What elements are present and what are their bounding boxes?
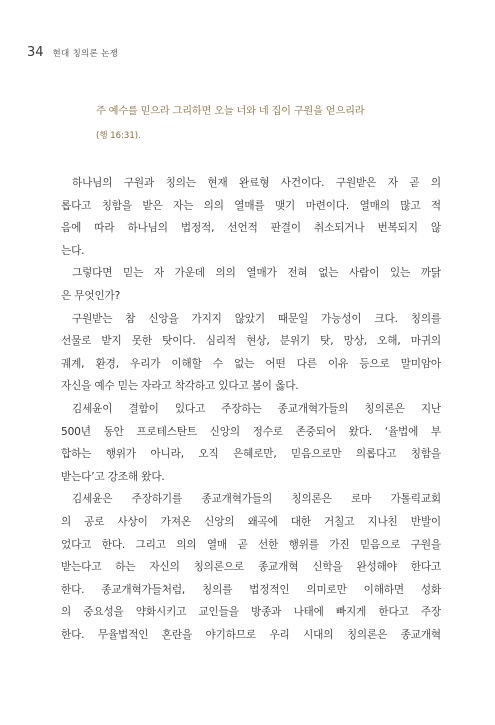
body-line: 궤계, 환경, 우리가 이해할 수 없는 어떤 다른 이유 등으로 말미암아: [61, 357, 441, 370]
body-line: 그렇다면 믿는 자 가운데 의의 열매가 전혀 없는 사람이 있는 까닭: [72, 267, 441, 280]
body-text: [61, 172, 441, 646]
body-line: 500년 동안 프로테스탄트 신앙의 정수로 존중되어 왔다. ‘율법에 부: [61, 425, 441, 438]
epigraph-reference: (행 16:31).: [96, 131, 141, 141]
body-line: 자신을 예수 믿는 자라고 착각하고 있다고 봄이 옳다.: [61, 380, 299, 393]
body-line: 롭다고 칭함을 받은 자는 의의 열매를 맺기 마련이다. 열매의 많고 적: [61, 199, 441, 212]
body-line: 었다고 한다. 그리고 의의 열매 곧 선한 행위를 가진 믿음으로 구원을: [61, 538, 441, 551]
body-line: 한다. 종교개혁가들처럼, 칭의를 법정적인 의미로만 이해하면 성화: [61, 583, 441, 596]
epigraph: [96, 104, 456, 141]
body-line: 하나님의 구원과 칭의는 현재 완료형 사건이다. 구원받은 자 곧 의: [72, 177, 441, 189]
body-line: 의 중요성을 약화시키고 교인들을 방종과 나태에 빠지게 한다고 주장: [61, 606, 441, 619]
epigraph-verse: 주 예수를 믿으라 그리하면 오늘 너와 네 집이 구원을 얻으리라: [96, 106, 365, 117]
page-number: 34: [27, 45, 44, 60]
body-line: 받는다’고 강조해 왔다.: [61, 470, 165, 483]
body-line: 는다.: [61, 244, 85, 257]
body-line: 은 무엇인가?: [61, 289, 121, 302]
body-line: 의 공로 사상이 가져온 신앙의 왜곡에 대한 거칠고 지나친 반발이: [61, 515, 441, 528]
body-line: 한다. 무율법적인 혼란을 야기하므로 우리 시대의 칭의론은 종교개혁: [61, 628, 441, 641]
body-line: 구원받는 참 신앙을 가지지 않았기 때문일 가능성이 크다. 칭의를: [72, 312, 441, 325]
running-head: [27, 45, 118, 60]
body-line: 합하는 행위가 아니라, 오직 은혜로만, 믿음으로만 의롭다고 칭함을: [61, 448, 441, 461]
body-line: 받는다고 하는 자신의 칭의론으로 종교개혁 신학을 완성해야 한다고: [61, 561, 441, 574]
body-line: 선물로 받지 못한 탓이다. 심리적 현상, 분위기 탓, 망상, 오해, 마귀의: [61, 335, 441, 348]
body-line: 음에 따라 하나님의 법정적, 선언적 판결이 취소되거나 번복되지 않: [61, 222, 441, 235]
body-line: 김세윤은 주장하기를 종교개혁가들의 칭의론은 로마 가톨릭교회: [72, 493, 441, 506]
body-line: 김세윤이 결함이 있다고 주장하는 종교개혁가들의 칭의론은 지난: [72, 402, 441, 415]
running-title: 현대 칭의론 논쟁: [52, 49, 119, 59]
